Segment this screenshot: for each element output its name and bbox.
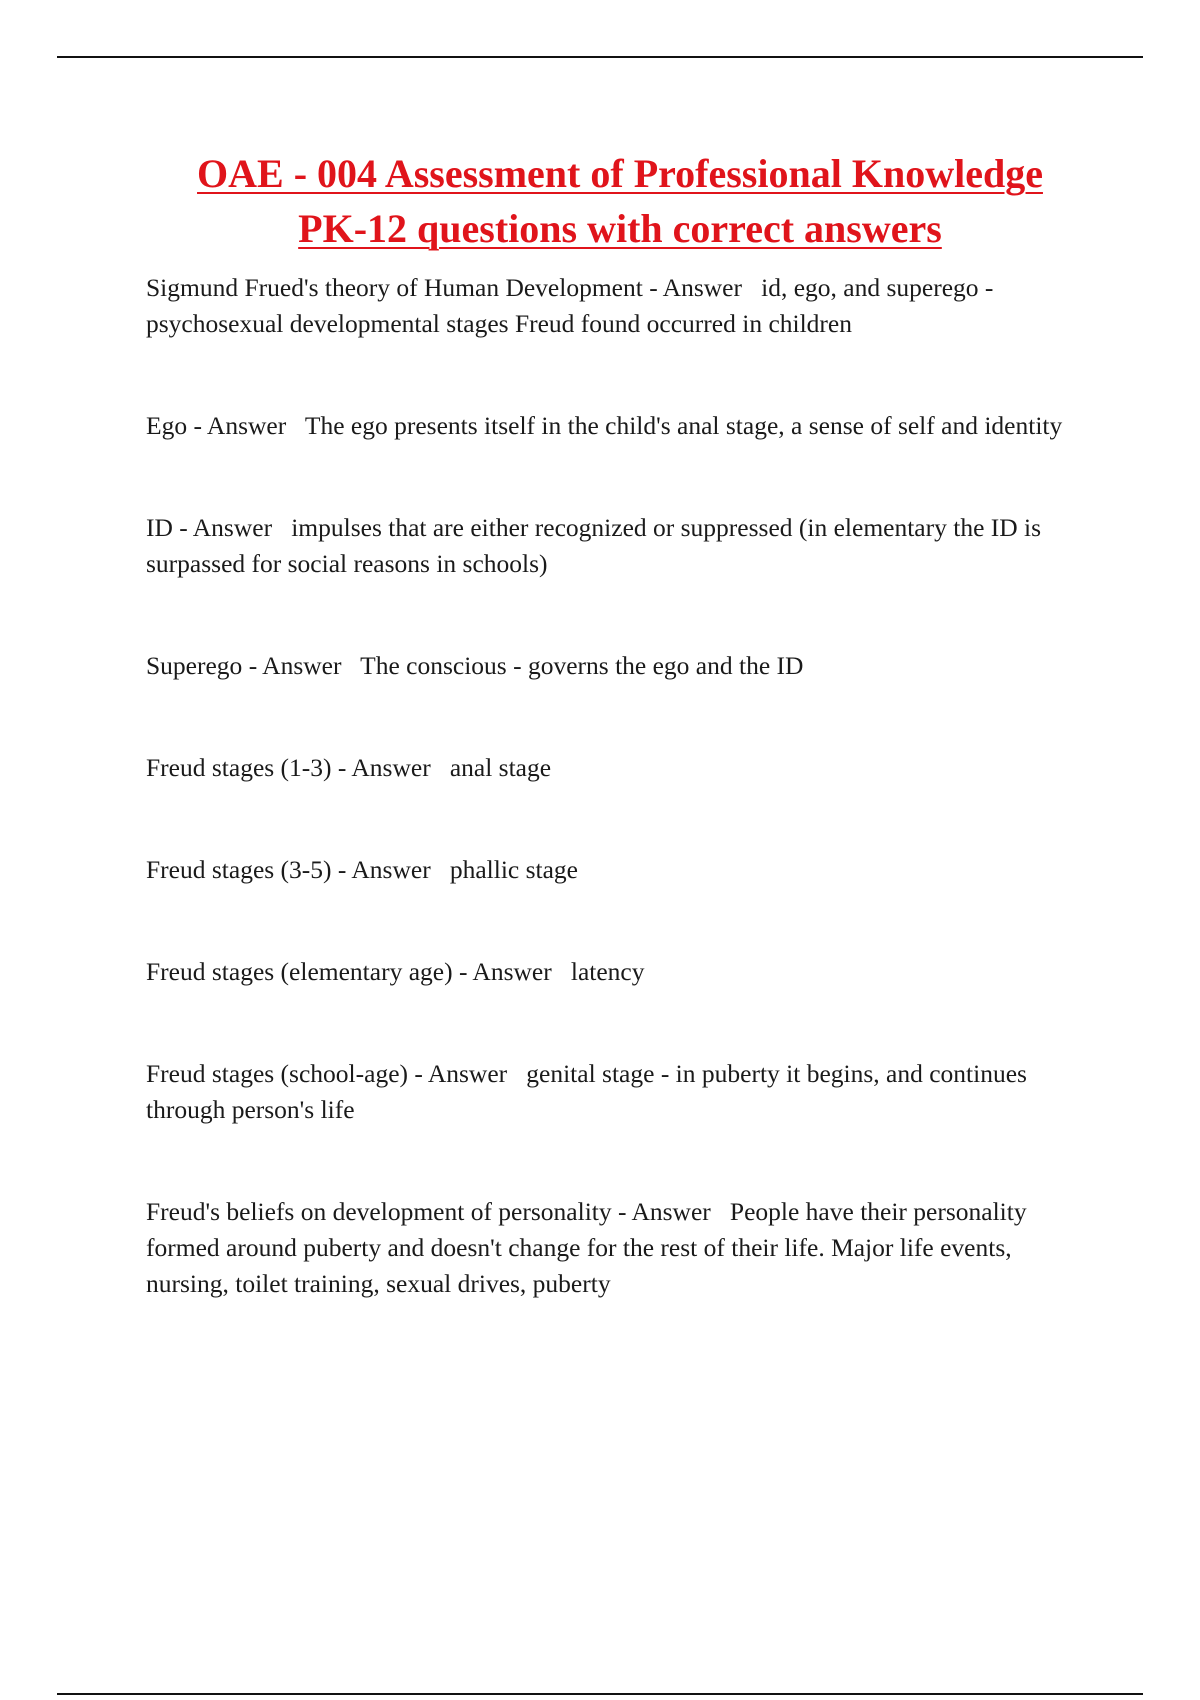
bottom-divider — [57, 1693, 1143, 1695]
qa-entry — [146, 954, 1086, 990]
title-line-2: PK-12 questions with correct answers — [298, 206, 942, 251]
entry-term: Ego — [146, 411, 188, 440]
top-divider — [57, 56, 1143, 58]
answer-separator: - Answer — [452, 957, 571, 986]
qa-list — [146, 270, 1086, 1368]
entry-term: Freud stages (3-5) — [146, 855, 332, 884]
entry-answer: People have their personality formed around puberty and doesn't change for the rest of their life. Major life events, nursing, toilet training, sexual drives, puberty — [146, 1197, 1027, 1298]
entry-term: Freud stages (1-3) — [146, 753, 332, 782]
answer-separator: - Answer — [331, 753, 450, 782]
qa-entry — [146, 1056, 1086, 1128]
title-line-1: OAE - 004 Assessment of Professional Knowledge — [197, 151, 1043, 196]
entry-term: Freud stages (school-age) — [146, 1059, 408, 1088]
entry-term: Sigmund Frued's theory of Human Development — [146, 273, 643, 302]
qa-entry — [146, 648, 1086, 684]
qa-entry — [146, 1194, 1086, 1302]
answer-separator: - Answer — [408, 1059, 527, 1088]
entry-answer: anal stage — [449, 753, 552, 782]
entry-answer: id, ego, and superego - psychosexual developmental stages Freud found occurred in children — [146, 273, 994, 338]
answer-separator: - Answer — [172, 513, 292, 542]
qa-entry — [146, 270, 1086, 342]
qa-entry — [146, 408, 1086, 444]
answer-separator: - Answer — [611, 1197, 730, 1226]
answer-separator: - Answer — [187, 411, 305, 440]
qa-entry — [146, 510, 1086, 582]
answer-separator: - Answer — [331, 855, 450, 884]
answer-separator: - Answer — [242, 651, 361, 680]
entry-answer: The ego presents itself in the child's anal stage, a sense of self and identity — [304, 411, 1063, 440]
entry-term: Superego — [146, 651, 243, 680]
entry-answer: latency — [570, 957, 645, 986]
document-title — [140, 146, 1100, 256]
entry-answer: genital stage - in puberty it begins, and continues through person's life — [146, 1059, 1027, 1124]
entry-term: ID — [146, 513, 173, 542]
entry-term: Freud's beliefs on development of personality — [146, 1197, 612, 1226]
qa-entry — [146, 750, 1086, 786]
entry-answer: phallic stage — [449, 855, 578, 884]
entry-answer: The conscious - governs the ego and the ID — [360, 651, 804, 680]
entry-term: Freud stages (elementary age) — [146, 957, 453, 986]
qa-entry — [146, 852, 1086, 888]
answer-separator: - Answer — [642, 273, 762, 302]
entry-answer: impulses that are either recognized or suppressed (in elementary the ID is surpassed for social reasons in schools) — [146, 513, 1042, 578]
